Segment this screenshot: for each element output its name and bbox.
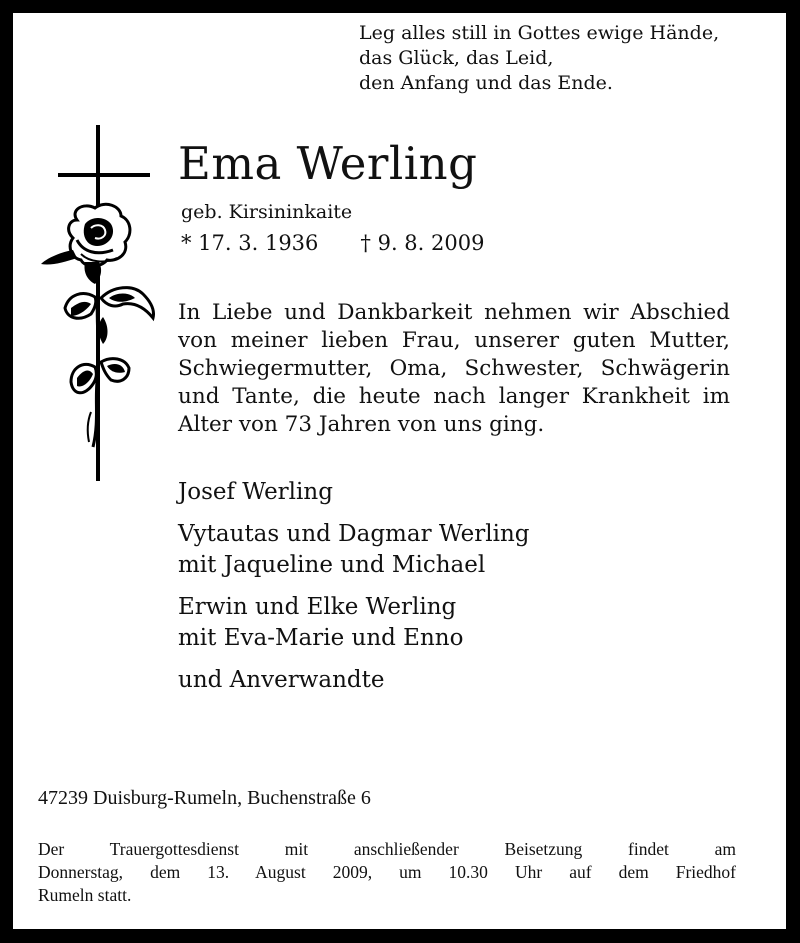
motto-line: den Anfang und das Ende. <box>359 72 613 94</box>
rose-icon <box>25 112 155 482</box>
motto-line: Leg alles still in Gottes ewige Hände, <box>359 22 720 44</box>
service-line: Rumeln statt. <box>38 885 132 905</box>
message-line: In Liebe und Dankbarkeit nehmen wir Abschied <box>178 300 730 325</box>
mourner-line: mit Jaqueline und Michael <box>178 552 486 578</box>
mourners-list <box>178 477 530 707</box>
farewell-message <box>178 299 730 439</box>
deceased-name: Ema Werling <box>178 137 478 190</box>
mourner-line: und Anverwandte <box>178 667 385 693</box>
message-line: und Tante, die heute nach langer Krankheit im <box>178 384 730 409</box>
mourner-line: Vytautas und Dagmar Werling <box>178 521 530 547</box>
birth-date: * 17. 3. 1936 <box>181 231 319 255</box>
mourner-group <box>178 519 530 581</box>
cross-with-rose <box>25 112 155 482</box>
birth-name: geb. Kirsininkaite <box>181 201 353 223</box>
motto-line: das Glück, das Leid, <box>359 47 554 69</box>
message-line: von meiner lieben Frau, unserer guten Mutter, <box>178 328 730 353</box>
message-line: Schwiegermutter, Oma, Schwester, Schwägerin <box>178 356 730 381</box>
mourner-group <box>178 477 530 508</box>
motto-verse <box>359 21 719 96</box>
mourner-group <box>178 665 530 696</box>
message-line: Alter von 73 Jahren von uns ging. <box>178 412 545 437</box>
funeral-service-info <box>38 838 736 907</box>
mourner-line: mit Eva-Marie und Enno <box>178 625 464 651</box>
family-address: 47239 Duisburg-Rumeln, Buchenstraße 6 <box>38 787 371 809</box>
service-line: Donnerstag, dem 13. August 2009, um 10.30 Uhr auf dem Friedhof <box>38 862 736 882</box>
mourner-group <box>178 592 530 654</box>
mourner-line: Erwin und Elke Werling <box>178 594 457 620</box>
life-dates <box>181 230 484 256</box>
death-date: † 9. 8. 2009 <box>360 231 485 255</box>
service-line: Der Trauergottesdienst mit anschließender Beisetzung findet am <box>38 839 736 859</box>
mourner-line: Josef Werling <box>178 479 333 505</box>
